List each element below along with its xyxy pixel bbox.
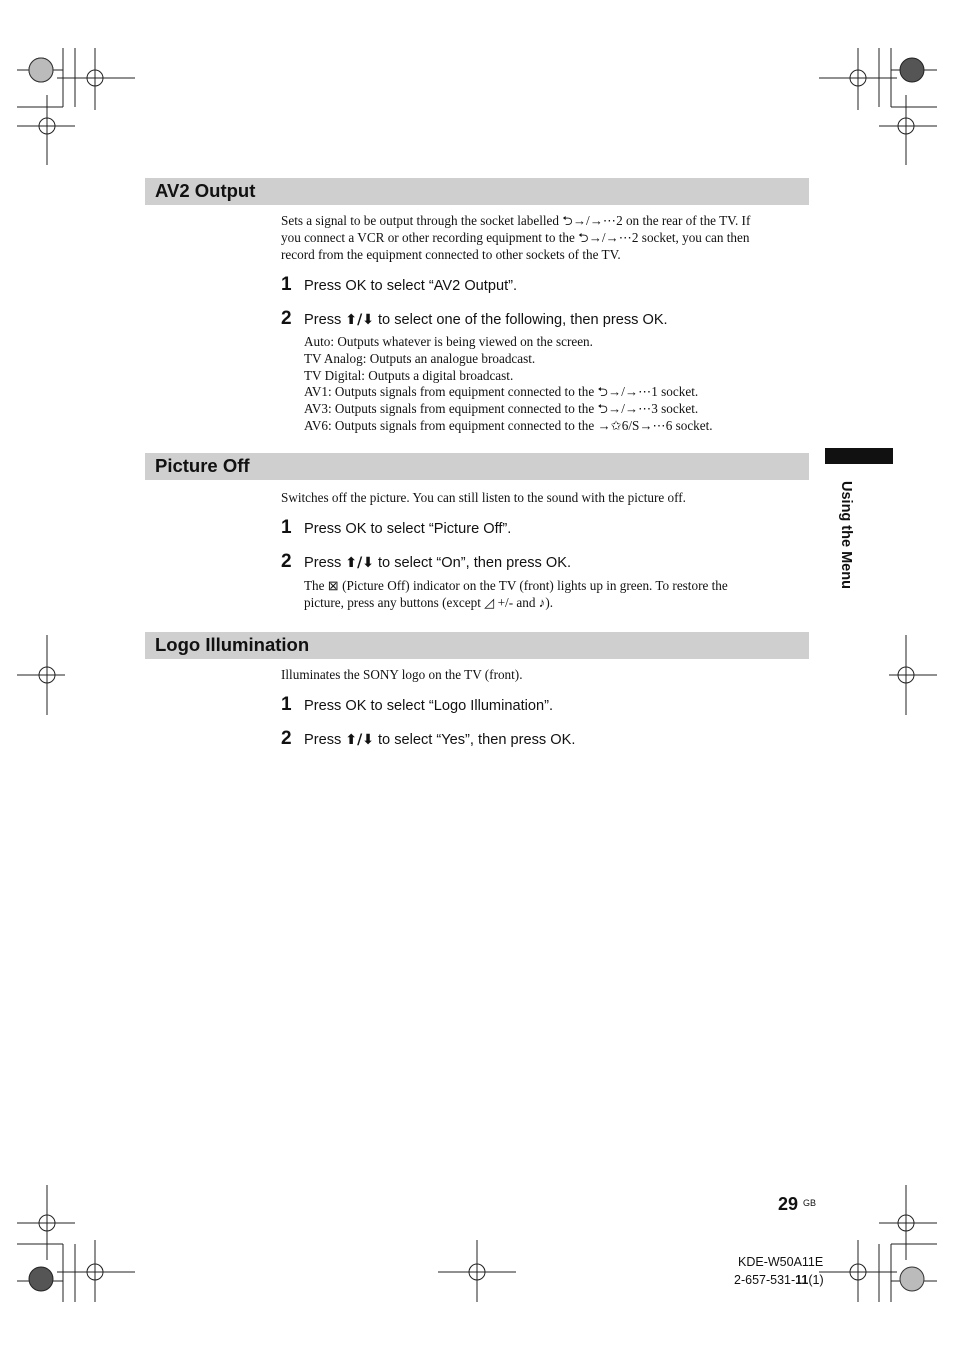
option-item: TV Digital: Outputs a digital broadcast. bbox=[304, 367, 514, 383]
step-text: Press OK to select “Picture Off”. bbox=[304, 521, 512, 537]
note-line: The ⊠ (Picture Off) indicator on the TV (front) lights up in green. To restore the bbox=[304, 578, 728, 593]
option-item: Auto: Outputs whatever is being viewed on the screen. bbox=[304, 334, 593, 349]
option-item: AV6: Outputs signals from equipment connected to the →✩6/S→⋯6 socket. bbox=[304, 417, 713, 433]
step-text bbox=[304, 312, 668, 328]
up-down-arrow-icon: ⬆/⬇ bbox=[345, 732, 374, 748]
step-number: 2 bbox=[281, 728, 292, 749]
step-number: 1 bbox=[281, 274, 292, 295]
section-intro bbox=[281, 212, 801, 263]
code-prefix: 2-657-531- bbox=[734, 1273, 796, 1287]
option-item: AV3: Outputs signals from equipment connected to the ⮌→/→⋯3 socket. bbox=[304, 401, 699, 417]
side-tab-label bbox=[838, 481, 858, 621]
intro-line: Sets a signal to be output through the socket labelled ⮌→/→⋯2 on the rear of the TV. If bbox=[281, 213, 751, 228]
option-list bbox=[304, 334, 804, 435]
step-text-post: to select “On”, then press OK. bbox=[373, 555, 572, 571]
intro-line: Switches off the picture. You can still listen to the sound with the picture off. bbox=[281, 490, 686, 505]
option-item: AV1: Outputs signals from equipment connected to the ⮌→/→⋯1 socket. bbox=[304, 384, 699, 400]
step-text-pre: Press bbox=[304, 312, 346, 328]
intro-line: record from the equipment connected to other sockets of the TV. bbox=[281, 247, 621, 262]
model-number: KDE-W50A11E bbox=[738, 1255, 824, 1269]
page-suffix: GB bbox=[803, 1198, 817, 1208]
page-number: 29 bbox=[778, 1194, 799, 1214]
intro-line: Illuminates the SONY logo on the TV (front). bbox=[281, 667, 523, 682]
step-text: Press OK to select “AV2 Output”. bbox=[304, 278, 518, 294]
up-down-arrow-icon: ⬆/⬇ bbox=[345, 555, 374, 571]
section-intro bbox=[281, 666, 801, 683]
section-title: AV2 Output bbox=[155, 180, 256, 201]
side-tab-marker bbox=[825, 448, 893, 464]
up-down-arrow-icon: ⬆/⬇ bbox=[345, 312, 374, 328]
step-text-pre: Press bbox=[304, 732, 346, 748]
section-header-logo-illumination bbox=[145, 632, 809, 659]
section-title: Logo Illumination bbox=[155, 634, 310, 655]
step-text bbox=[304, 732, 575, 748]
step-number: 1 bbox=[281, 517, 292, 538]
option-item: TV Analog: Outputs an analogue broadcast. bbox=[304, 350, 536, 366]
section-intro bbox=[281, 489, 801, 506]
step-text-pre: Press bbox=[304, 555, 346, 571]
step-text: Press OK to select “Logo Illumination”. bbox=[304, 698, 554, 714]
step-number: 2 bbox=[281, 308, 292, 329]
code-suffix: (1) bbox=[808, 1273, 824, 1287]
step-number: 2 bbox=[281, 551, 292, 572]
section-header-picture-off bbox=[145, 453, 809, 480]
code-bold: 11 bbox=[795, 1273, 809, 1287]
step-note bbox=[304, 578, 804, 612]
step-text-post: to select “Yes”, then press OK. bbox=[373, 732, 576, 748]
document-code bbox=[734, 1273, 824, 1287]
step-number: 1 bbox=[281, 694, 292, 715]
section-header-av2-output bbox=[145, 178, 809, 205]
note-line: picture, press any buttons (except ◿ +/- and ♪). bbox=[304, 594, 554, 610]
step-text bbox=[304, 555, 571, 571]
section-title: Picture Off bbox=[155, 455, 250, 476]
side-tab-text: Using the Menu bbox=[838, 481, 854, 589]
intro-line: you connect a VCR or other recording equipment to the ⮌→/→⋯2 socket, you can then bbox=[281, 230, 750, 245]
step-text-post: to select one of the following, then press OK. bbox=[373, 312, 668, 328]
